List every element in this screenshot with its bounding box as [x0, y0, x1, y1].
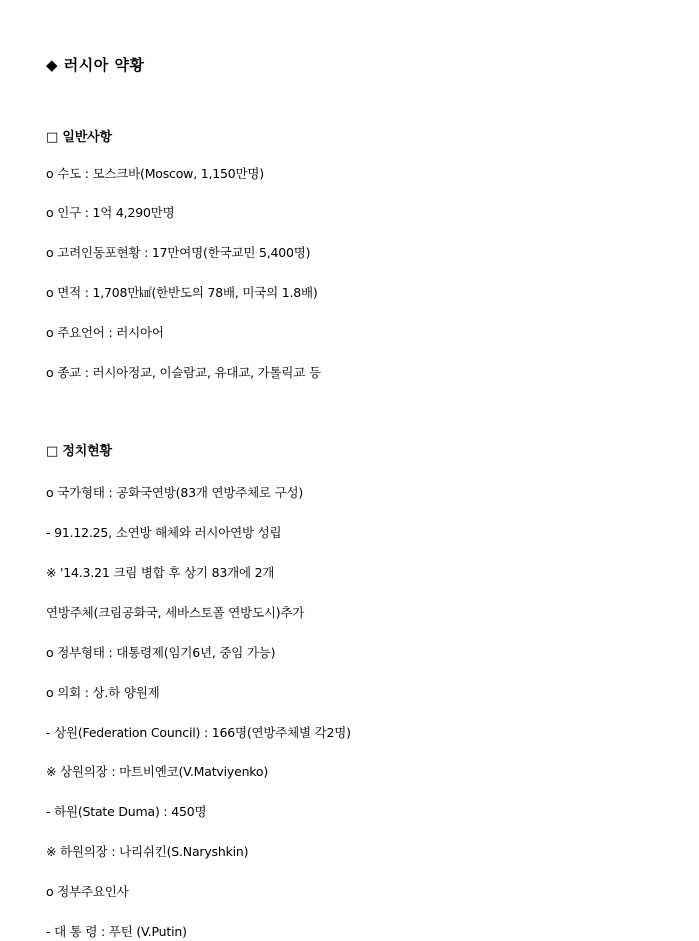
politics-item-parliament: o 의회 : 상.하 양원제	[46, 685, 160, 700]
politics-item-crimea-note-cont: 연방주체(크림공화국, 세바스토폴 연방도시)추가	[46, 605, 305, 620]
politics-item-government-form: o 정부형태 : 대통령제(임기6년, 중임 가능)	[46, 645, 276, 660]
general-item-koryoin: o 고려인동포현황 : 17만여명(한국교민 5,400명)	[46, 245, 311, 260]
general-item-population: o 인구 : 1억 4,290만명	[46, 205, 175, 220]
politics-item-crimea-note: ※ '14.3.21 크림 병합 후 상기 83개에 2개	[46, 565, 275, 580]
general-item-language: o 주요언어 : 러시아어	[46, 325, 164, 340]
politics-item-key-officials: o 정부주요인사	[46, 884, 129, 899]
politics-item-lower-house: - 하원(State Duma) : 450명	[46, 804, 207, 819]
document-title: ◆ 러시아 약황	[46, 56, 145, 74]
politics-item-upper-speaker: ※ 상원의장 : 마트비옌코(V.Matviyenko)	[46, 764, 269, 779]
politics-item-lower-speaker: ※ 하원의장 : 나리쉬킨(S.Naryshkin)	[46, 844, 249, 859]
politics-item-federation: - 91.12.25, 소연방 해체와 러시아연방 성립	[46, 525, 282, 540]
general-item-capital: o 수도 : 모스크바(Moscow, 1,150만명)	[46, 166, 264, 181]
politics-item-upper-house: - 상원(Federation Council) : 166명(연방주체별 각2명)	[46, 725, 351, 740]
politics-item-president: - 대 통 령 : 푸틴 (V.Putin)	[46, 924, 187, 939]
section-heading-politics: □ 정치현황	[46, 444, 112, 459]
section-heading-general: □ 일반사항	[46, 130, 112, 145]
general-item-religion: o 종교 : 러시아정교, 이슬람교, 유대교, 가톨릭교 등	[46, 365, 321, 380]
politics-item-state-form: o 국가형태 : 공화국연방(83개 연방주체로 구성)	[46, 485, 304, 500]
general-item-area: o 면적 : 1,708만㎢(한반도의 78배, 미국의 1.8배)	[46, 285, 318, 300]
